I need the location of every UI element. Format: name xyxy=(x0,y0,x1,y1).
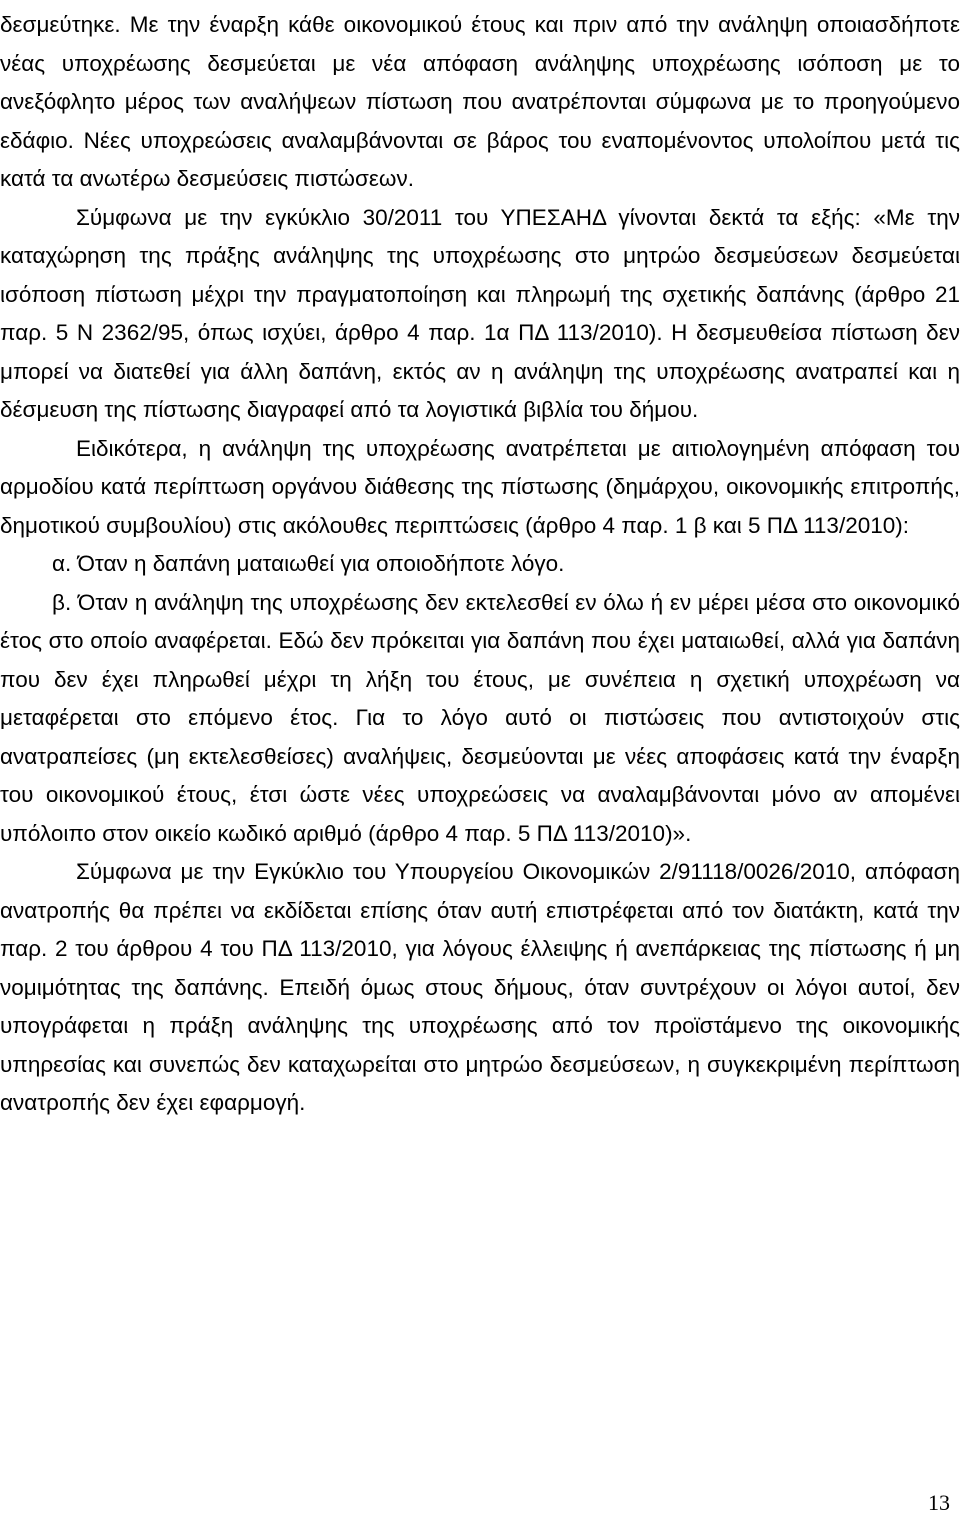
paragraph-circular-30-2011: Σύμφωνα με την εγκύκλιο 30/2011 του ΥΠΕΣΑΗΔ γίνονται δεκτά τα εξής: «Με την καταχώρηση της πράξης ανάληψης της υποχρέωσης στο μητρώο δεσμεύσεων δεσμεύεται ισόποση πίστωση μέχρι την πραγματοποίηση και πληρωμή της σχετικής δαπάνης (άρθρο 21 παρ. 5 Ν 2362/95, όπως ισχύει, άρθρο 4 παρ. 1α ΠΔ 113/2010). Η δεσμευθείσα πίστωση δεν μπορεί να διατεθεί για άλλη δαπάνη, εκτός αν η ανάληψη της υποχρέωσης ανατραπεί και η δέσμευση της πίστωσης διαγραφεί από τα λογιστικά βιβλία του δήμου. xyxy=(0,204,960,422)
paragraph-cancellation-conditions: Ειδικότερα, η ανάληψη της υποχρέωσης ανατρέπεται με αιτιολογημένη απόφαση του αρμοδίου κατά περίπτωση οργάνου διάθεσης της πίστωσης (δημάρχου, οικονομικής επιτροπής, δημοτικού συμβουλίου) στις ακόλουθες περιπτώσεις (άρθρο 4 παρ. 1 β και 5 ΠΔ 113/2010): xyxy=(0,435,960,538)
list-item-a: α. Όταν η δαπάνη ματαιωθεί για οποιοδήποτε λόγο. xyxy=(52,551,565,576)
page-number: 13 xyxy=(928,1490,950,1515)
paragraph-commitment-continuation: δεσμεύτηκε. Με την έναρξη κάθε οικονομικού έτους και πριν από την ανάληψη οποιασδήποτε νέας υποχρέωσης δεσμεύεται με νέα απόφαση ανάληψης υποχρέωσης ισόποση με το ανεξόφλητο μέρος των αναλήψεων πίστωση που ανατρέπονται σύμφωνα με το προηγούμενο εδάφιο. Νέες υποχρεώσεις αναλαμβάνονται σε βάρος του εναπομένοντος υπολοίπου μετά τις κατά τα ανωτέρω δεσμεύσεις πιστώσεων. xyxy=(0,12,960,191)
paragraph-ministry-circular: Σύμφωνα με την Εγκύκλιο του Υπουργείου Οικονομικών 2/91118/0026/2010, απόφαση ανατροπής θα πρέπει να εκδίδεται επίσης όταν αυτή επιστρέφεται από τον διατάκτη, κατά την παρ. 2 του άρθρου 4 του ΠΔ 113/2010, για λόγους έλλειψης ή ανεπάρκειας της πίστωσης ή μη νομιμότητας της δαπάνης. Επειδή όμως στους δήμους, όταν συντρέχουν οι λόγοι αυτοί, δεν υπογράφεται η πράξη ανάληψης της υποχρέωσης από τον προϊστάμενο της οικονομικής υπηρεσίας και συνεπώς δεν καταχωρείται στο μητρώο δεσμεύσεων, η συγκεκριμένη περίπτωση ανατροπής δεν έχει εφαρμογή. xyxy=(0,859,960,1115)
list-item-b: β. Όταν η ανάληψη της υποχρέωσης δεν εκτελεσθεί εν όλω ή εν μέρει μέσα στο οικονομικό έτος στο οποίο αναφέρεται. Εδώ δεν πρόκειται για δαπάνη που έχει ματαιωθεί, αλλά για δαπάνη που δεν έχει πληρωθεί μέχρι τη λήξη του έτους, με συνέπεια η σχετική υποχρέωση να μεταφέρεται στο επόμενο έτος. Για το λόγο αυτό οι πιστώσεις που αντιστοιχούν στις ανατραπείσες (μη εκτελεσθείσες) αναλήψεις, δεσμεύονται με νέες αποφάσεις κατά την έναρξη του οικονομικού έτους, έτσι ώστε νέες υποχρεώσεις να αναλαμβάνονται μόνο αν απομένει υπόλοιπο στον οικείο κωδικό αριθμό (άρθρο 4 παρ. 5 ΠΔ 113/2010)». xyxy=(0,589,960,846)
body-text xyxy=(0,6,960,1123)
